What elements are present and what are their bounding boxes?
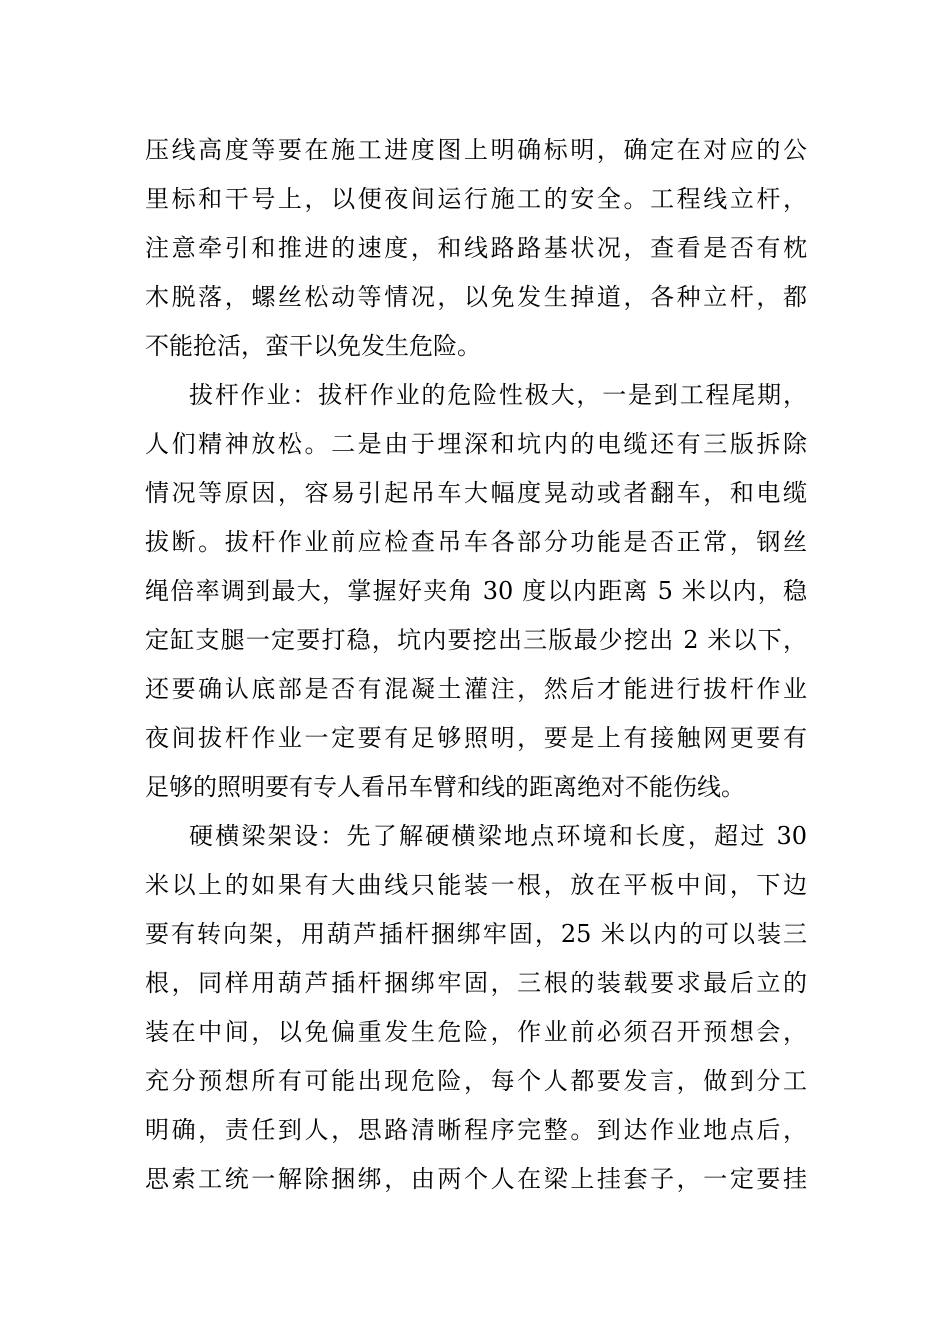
text-line: 足够的照明要有专人看吊车臂和线的距离绝对不能伤线。 [145,773,745,801]
document-body [145,126,807,1204]
text-line: 注意牵引和推进的速度，和线路路基状况，查看是否有枕 [145,234,807,262]
text-line: 不能抢活，蛮干以免发生危险。 [145,332,481,360]
text-line: 充分预想所有可能出现危险，每个人都要发言，做到分工 [145,1067,807,1095]
text-line: 木脱落，螺丝松动等情况，以免发生掉道，各种立杆，都 [145,283,807,311]
text-line: 拔断。拔杆作业前应检查吊车各部分功能是否正常，钢丝 [145,528,807,556]
text-line: 压线高度等要在施工进度图上明确标明，确定在对应的公 [145,136,807,164]
text-line: 情况等原因，容易引起吊车大幅度晃动或者翻车，和电缆 [145,479,807,507]
text-line: 绳倍率调到最大，掌握好夹角 30 度以内距离 5 米以内，稳 [145,577,807,605]
text-line: 米以上的如果有大曲线只能装一根，放在平板中间，下边 [145,871,807,899]
text-line: 夜间拔杆作业一定要有足够照明，要是上有接触网更要有 [145,724,807,752]
text-line: 里标和干号上，以便夜间运行施工的安全。工程线立杆， [145,185,807,213]
text-line: 思索工统一解除捆绑，由两个人在梁上挂套子，一定要挂 [145,1165,807,1193]
text-line: 装在中间，以免偏重发生危险，作业前必须召开预想会， [145,1018,807,1046]
paragraph-start-line: 硬横梁架设：先了解硬横梁地点环境和长度，超过 30 [189,822,807,850]
paragraph-start-line: 拔杆作业：拔杆作业的危险性极大，一是到工程尾期， [189,381,807,409]
text-line: 人们精神放松。二是由于埋深和坑内的电缆还有三版拆除 [145,430,807,458]
text-line: 定缸支腿一定要打稳，坑内要挖出三版最少挖出 2 米以下， [145,626,807,654]
text-line: 明确，责任到人，思路清晰程序完整。到达作业地点后， [145,1116,807,1144]
text-line: 要有转向架，用葫芦插杆捆绑牢固，25 米以内的可以装三 [145,920,807,948]
text-line: 根，同样用葫芦插杆捆绑牢固，三根的装载要求最后立的 [145,969,807,997]
text-line: 还要确认底部是否有混凝土灌注，然后才能进行拔杆作业 [145,675,807,703]
